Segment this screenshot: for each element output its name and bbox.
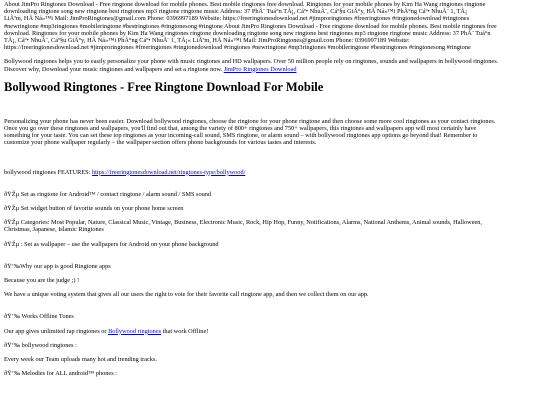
feature-item: ðŸŽµ Set as ringtone for Android™ / contact ringtone / alarm sound / SMS sound xyxy=(4,190,212,198)
jimpro-download-link[interactable]: JimPro Ringtones Download xyxy=(223,65,297,73)
description-line: customize your phone wallpaper regularly – the wallpaper section offers phone backgrounds for various tastes and interests. xyxy=(4,139,317,147)
page-title: Bollywood Ringtones - Free Ringtone Download For Mobile xyxy=(4,79,324,94)
feature-item xyxy=(4,219,536,233)
about-line: About JimPro Ringtones Download - Free ringtone download for mobile phones. Best mobile ringtones free download. Ringtones for your mobile phones by Kim Ha Wang ringtones ringtone xyxy=(4,1,486,8)
description-paragraph xyxy=(4,118,536,147)
bolly-text: Every week our Team uploads many hot and trending tracks. xyxy=(4,356,157,364)
offline-text-prefix: Our app gives unlimited rap ringtones or xyxy=(4,327,109,335)
about-line: download. Ringtones for your mobile phones by Kim Ha Wang ringtones ringtone downloading ringtone song new ringtone best ringtones mp3 ringtone ringtone music Address: 37 PhÃ¨ Tuá°n xyxy=(4,29,491,37)
feature-item-line: ðŸŽµ Categories: Most Popular, Nature, Classical Music, Vintage, Business, Electronic Music, Rock, Hip Hop, Funny, Notifications, Alarms, National Anthems, Animal sounds, Halloween, xyxy=(4,219,483,227)
description-line: Personalizing your phone has never been easier. Download bollywood ringtones, choose the ringtone for your phone ringtone and then choose some more cool ringtones as your contact ringtones. xyxy=(4,117,496,125)
about-line: #newringtone #mp3ringtones #mobileringtone #bestringtones #ringtonesong #ringtone About JimPro Ringtones Download - Free ringtone download for mobile phones. Best mobile ringtones free xyxy=(4,22,497,30)
offline-text xyxy=(4,328,536,335)
feature-item: ðŸŽµ : Set as wallpaper – use the wallpapers for Android on your phone background xyxy=(4,240,219,248)
about-section xyxy=(4,1,536,51)
features-label: bollywood ringtones FEATURES: xyxy=(4,168,92,176)
about-line: downloading ringtone song new ringtone best ringtones mp3 ringtone ringtone music Address: 37 PhÃ¨ Tuá°n TÃ¡, Cáº• NhuÃ¨, Cáº§u GiÃ°y, HÃ Ná»™i PhÃ°ng Cáº• NhuÃ¨ 1, TÃ¡ xyxy=(4,8,468,16)
feature-item: ðŸŽµ Set widget button of favorite sounds on your phone home screen xyxy=(4,205,184,213)
description-line: Once you go over these ringtones and wallpapers, you'll find out that, among the variety of 800+ ringtones and 750+ wallpapers, this ringtones and wallpapers app will most certainly have xyxy=(4,125,477,133)
about-line: LiÃªm, HÃ Ná»™i Mail: JimProRingtones@gmail.com Phone: 0396997189 Website: https://freeringtonesdownload.net #jimproringtones #freeringtones #ringtonedownload #ringtones xyxy=(4,15,470,23)
bollywood-ringtones-link[interactable]: https://freeringtonesdownload.net/ringtones-type/bollywood/ xyxy=(91,168,246,176)
bollywood-ringtones-inline-link[interactable]: Bollywood ringtones xyxy=(108,327,162,335)
offline-text-suffix: that work Offline! xyxy=(161,327,209,335)
why-heading: ðŸ‘‰Why our app is good Ringtone apps xyxy=(4,262,111,270)
description-line: something for your taste. You can set these top ringtones as your incoming-call sound, SMS ringtone, or alarm sound – with bollywood ringtones app options go beyond that! Remember to xyxy=(4,132,478,140)
offline-heading: ðŸ‘‰ Works Offline Tones xyxy=(4,313,74,321)
feature-item-line: Christmas, Japanese, Islamic Ringtones xyxy=(4,226,104,234)
about-line: TÃ¡, Cáº• NhuÃ¨, Cáº§u GiÃ°y, HÃ Ná»™i PhÃ°ng Cáº• NhuÃ¨ 1, TÃ¡« LiÃªm, HÃ Ná»™i Mail: JimProRingtones@gmail.com Phone: 0396997189 Website: xyxy=(4,37,410,45)
intro-paragraph xyxy=(4,58,536,72)
features-paragraph xyxy=(4,169,536,176)
bolly-heading: ðŸ‘‰ bollywood ringtones : xyxy=(4,341,77,349)
about-line: https://freeringtonesdownload.net #jimproringtones #freeringtones #ringtonedownload #ringtones #newringtone #mp3ringtones #mobileringtone #bestringtones #ringtonesong #ringtone xyxy=(4,44,471,52)
voting-text: We have a unique voting system that gives all our users the right to vote for their favorite call ringtone app, and then we collect them on our app. xyxy=(4,291,369,299)
melodies-heading: ðŸ‘‰ Melodies for ALL android™ phones : xyxy=(4,370,117,378)
why-subtext: Because you are the judge ;) ! xyxy=(4,277,80,285)
intro-text: Discover why, Download your music ringtones and wallpapers and set a ringtone now. xyxy=(4,65,224,73)
intro-text: Bollywood ringtones helps you to easily personalize your phone with music ringtones and HD wallpapers. Over 50 million people rely on ringtones, sounds and wallpapers in bollywood ringtones. xyxy=(4,58,499,66)
